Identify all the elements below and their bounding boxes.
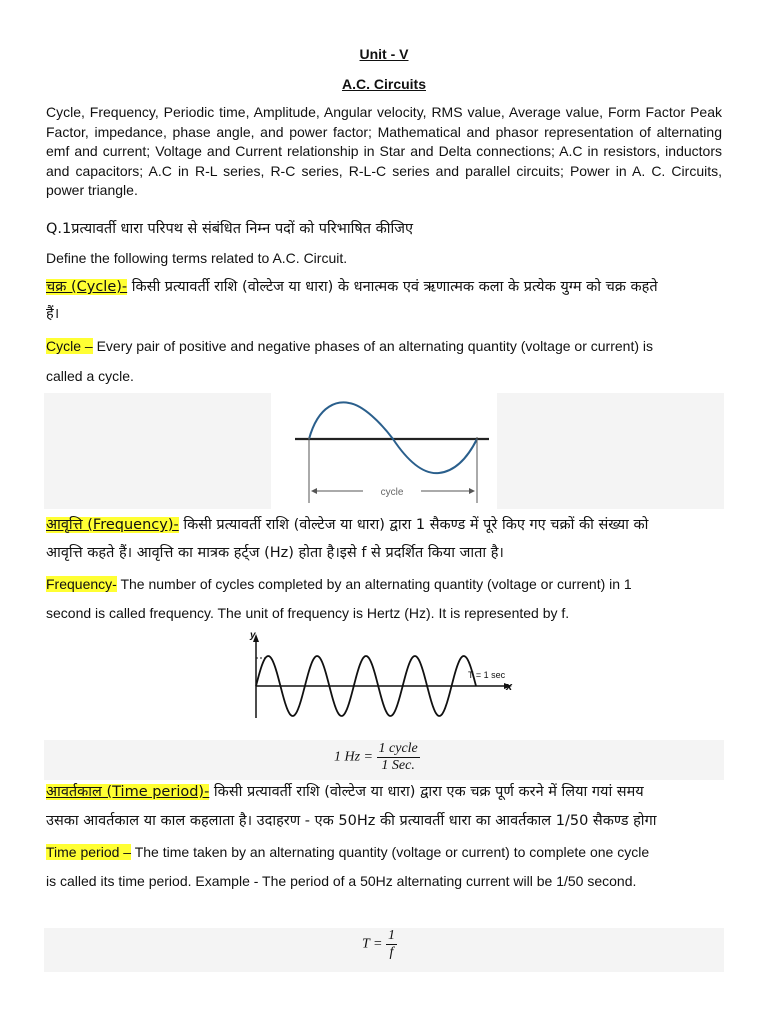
frequency-period-label: T = 1 sec — [468, 670, 506, 680]
hz-equation-numerator: 1 cycle — [378, 741, 418, 756]
frequency-x-label: x — [506, 681, 513, 693]
time-period-english-def: The time taken by an alternating quantity (voltage or current) to complete one cycle — [131, 844, 650, 860]
period-equation-numerator: 1 — [387, 928, 395, 943]
period-equation-lhs: T = — [362, 936, 383, 952]
question-hindi: Q.1प्रत्यावर्ती धारा परिपथ से संबंधित निम्न पदों को परिभाषित कीजिए — [46, 221, 414, 237]
cycle-english-term: Cycle – — [46, 338, 93, 354]
time-period-hindi-term: आवर्तकाल (Time period)- — [46, 784, 210, 800]
hz-equation-denominator: 1 Sec. — [381, 758, 415, 773]
cycle-english-line-2: called a cycle. — [46, 368, 134, 384]
syllabus-paragraph: Cycle, Frequency, Periodic time, Amplitude, Angular velocity, RMS value, Average value, Form Factor Peak Factor, impedance, phase angle, and power factor; Mathematical and phasor representation of alternating emf and current; Voltage and Current relationship in Star and Delta connections; A.C in resistors, inductors and capacitors; A.C in R-L series, R-C series, R-L-C series and parallel circuits; Power in A. C. Circuits, power triangle. — [46, 104, 722, 198]
chapter-title: A.C. Circuits — [341, 76, 426, 92]
cycle-hindi-term: चक्र (Cycle)- — [46, 279, 128, 295]
cycle-figure-label: cycle — [380, 487, 404, 498]
time-period-english-line-2: is called its time period. Example - The period of a 50Hz alternating current will be 1/50 second. — [46, 873, 637, 889]
time-period-hindi-def: किसी प्रत्यावर्ती राशि (वोल्टेज या धारा) द्वारा एक चक्र पूर्ण करने में लिया गयां समय — [209, 784, 644, 800]
frequency-sine-figure — [240, 628, 530, 728]
cycle-sine-wave — [309, 402, 477, 473]
unit-title: Unit - V — [359, 46, 409, 62]
time-period-hindi-line-2: उसका आवर्तकाल या काल कहलाता है। उदाहरण - एक 50Hz की प्रत्यावर्ती धारा का आवर्तकाल 1/50 सैकण्ड होगा — [46, 813, 657, 829]
time-period-english-line-1 — [46, 842, 722, 862]
cycle-figure-panel — [271, 393, 497, 509]
cycle-hindi-line-2: हैं। — [46, 306, 60, 322]
frequency-hindi-line-1 — [46, 515, 722, 535]
frequency-hindi-line-2: आवृत्ति कहते हैं। आवृत्ति का मात्रक हर्ट्ज (Hz) होता है।इसे f से प्रदर्शित किया जाता है। — [46, 545, 504, 561]
cycle-arrow-left-head — [311, 488, 317, 494]
frequency-hindi-def: किसी प्रत्यावर्ती राशि (वोल्टेज या धारा) द्वारा 1 सैकण्ड में पूरे किए गए चक्रों की संख्या को — [178, 517, 649, 533]
hz-equation-lhs: 1 Hz = — [334, 749, 374, 765]
time-period-english-term: Time period – — [46, 844, 132, 860]
cycle-sine-figure — [271, 393, 497, 509]
period-equation-fraction — [386, 928, 397, 961]
time-period-hindi-line-1 — [46, 782, 722, 802]
cycle-arrow-right-head — [469, 488, 475, 494]
cycle-english-line-1 — [46, 336, 722, 356]
cycle-hindi-def: किसी प्रत्यावर्ती राशि (वोल्टेज या धारा) के धनात्मक एवं ऋणात्मक कला के प्रत्येक युग्म को चक्र कहते — [127, 279, 658, 295]
frequency-english-term: Frequency- — [46, 576, 117, 592]
question-english: Define the following terms related to A.C. Circuit. — [46, 250, 348, 266]
period-equation — [362, 928, 397, 961]
hz-equation-fraction — [377, 741, 420, 774]
frequency-english-def: The number of cycles completed by an alternating quantity (voltage or current) in 1 — [116, 576, 632, 592]
frequency-y-label: y — [250, 630, 256, 641]
frequency-english-line-1 — [46, 574, 722, 594]
period-equation-denominator: f — [389, 945, 394, 960]
cycle-english-def: Every pair of positive and negative phases of an alternating quantity (voltage or current) is — [92, 338, 654, 354]
cycle-hindi-line-1 — [46, 277, 722, 297]
frequency-hindi-term: आवृत्ति (Frequency)- — [46, 517, 179, 533]
hz-equation — [334, 741, 420, 774]
frequency-english-line-2: second is called frequency. The unit of frequency is Hertz (Hz). It is represented by f. — [46, 605, 570, 621]
